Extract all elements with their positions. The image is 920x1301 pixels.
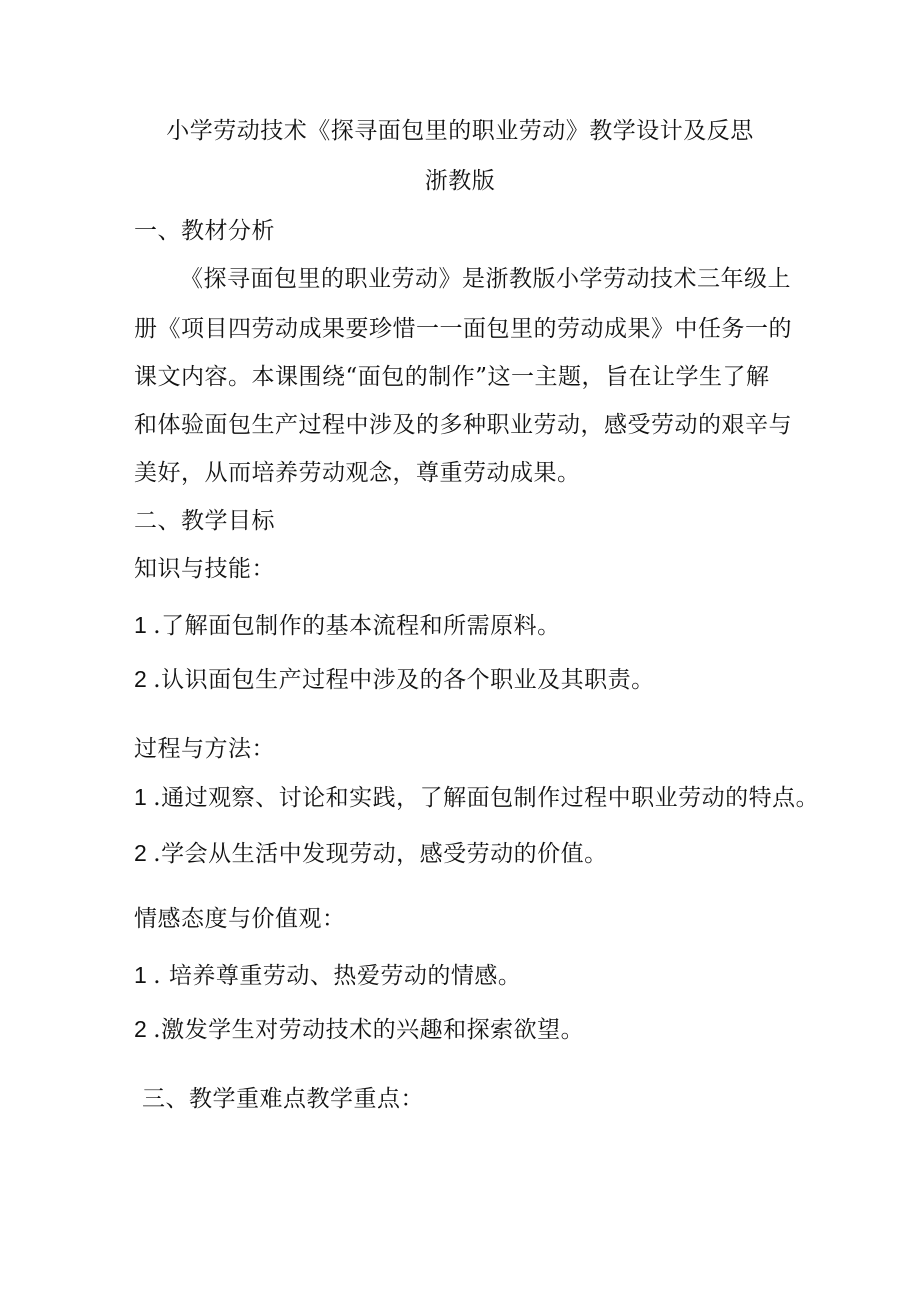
- list-text: .通过观察、讨论和实践，了解面包制作过程中职业劳动的特点。: [153, 785, 820, 811]
- section-heading-analysis: 一、教材分析: [134, 218, 275, 244]
- list-text: .了解面包制作的基本流程和所需原料。: [153, 613, 561, 639]
- list-item: [134, 1014, 584, 1045]
- subsection-label-knowledge: 知识与技能：: [134, 556, 275, 582]
- paragraph-line: 《探寻面包里的职业劳动》是浙教版小学劳动技术三年级上: [180, 266, 791, 292]
- paragraph-line: 美好，从而培养劳动观念，尊重劳动成果。: [134, 460, 581, 486]
- document-subtitle: 浙教版: [424, 168, 496, 194]
- list-item: [134, 838, 608, 869]
- list-item: [134, 782, 819, 813]
- document-title: 小学劳动技术《探寻面包里的职业劳动》教学设计及反思: [166, 118, 754, 144]
- paragraph-line: 册《项目四劳动成果要珍惜一一面包里的劳动成果》中任务一的: [134, 316, 792, 342]
- list-number: 1: [134, 784, 148, 810]
- list-text: . 培养尊重劳动、热爱劳动的情感。: [153, 963, 522, 989]
- paragraph-line: 课文内容。本课围绕“面包的制作”这一主题，旨在让学生了解: [134, 364, 770, 390]
- list-number: 2: [134, 1016, 148, 1042]
- list-text: .学会从生活中发现劳动，感受劳动的价值。: [153, 841, 608, 867]
- section-heading-objectives: 二、教学目标: [134, 508, 275, 534]
- subsection-label-process: 过程与方法：: [134, 736, 275, 762]
- subsection-label-emotion: 情感态度与价值观：: [134, 906, 346, 932]
- list-item: [134, 664, 655, 695]
- paragraph-line: 和体验面包生产过程中涉及的多种职业劳动，感受劳动的艰辛与: [134, 412, 792, 438]
- list-number: 2: [134, 666, 148, 692]
- list-item: [134, 610, 561, 641]
- section-heading-key-points: 三、教学重难点教学重点：: [142, 1086, 424, 1112]
- list-text: .认识面包生产过程中涉及的各个职业及其职责。: [153, 667, 655, 693]
- list-text: .激发学生对劳动技术的兴趣和探索欲望。: [153, 1017, 585, 1043]
- list-number: 1: [134, 962, 148, 988]
- list-item: [134, 960, 521, 991]
- list-number: 1: [134, 612, 148, 638]
- list-number: 2: [134, 840, 148, 866]
